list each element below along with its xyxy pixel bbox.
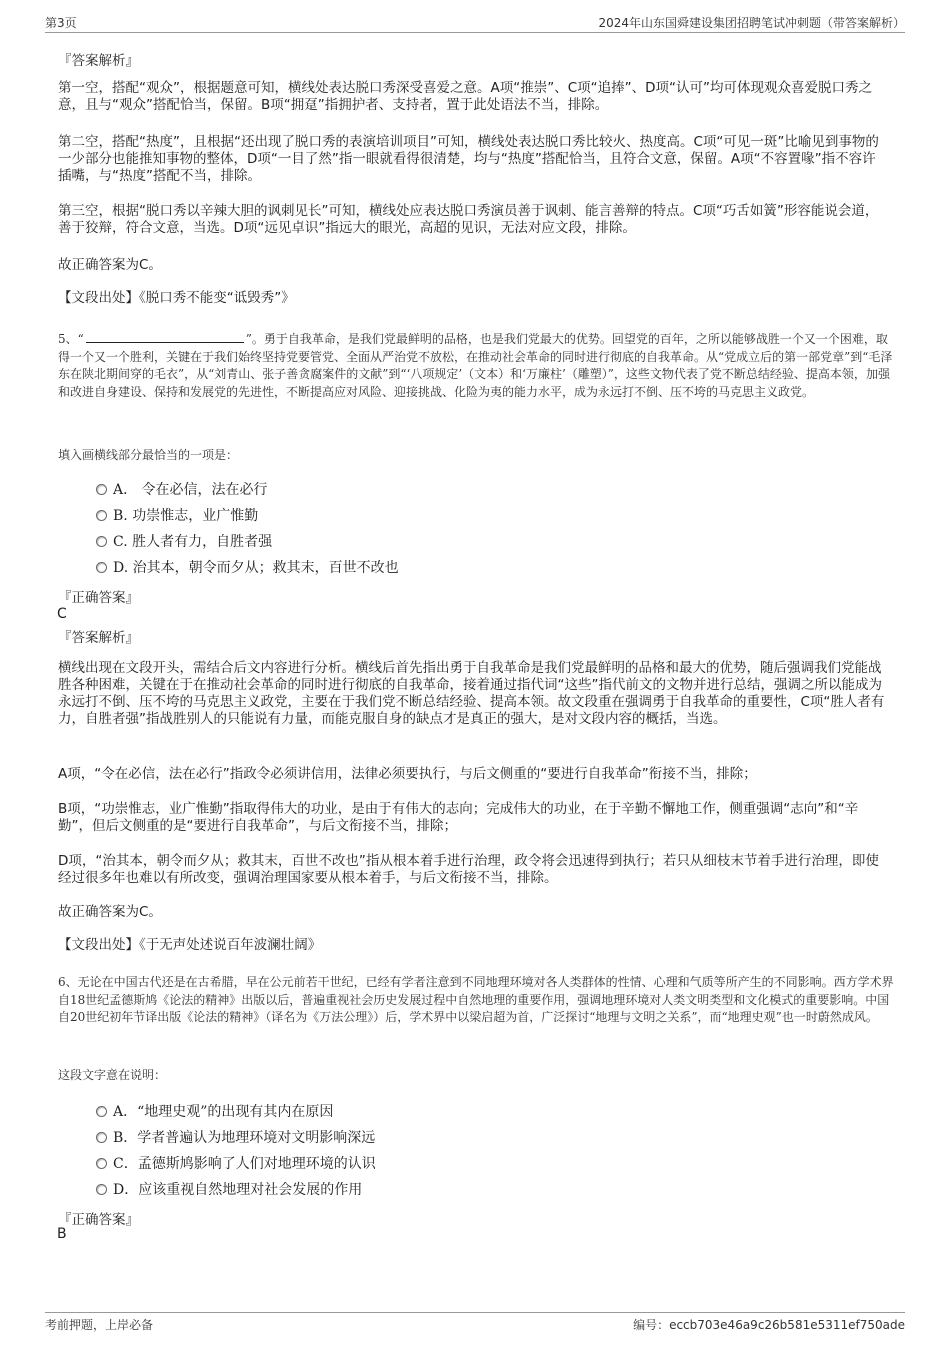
explain-paragraph: 第二空，搭配“热度”，且根据“还出现了脱口秀的表演培训项目”可知，横线处表达脱口秀比较火、热度高。C项“可见一斑”比喻见到事物的一少部分也能推知事物的整体，D项“一目了然”指一眼就看得很清楚，均与“热度”搭配恰当，且符合文意，保留。A项“不容置喙”指不容许插嘴，与“热度”搭配不当，排除。 xyxy=(58,134,879,184)
radio-icon[interactable] xyxy=(96,1132,107,1143)
explain-paragraph: 第一空，搭配“观众”，根据题意可知，横线处表达脱口秀深受喜爱之意。A项“推崇”、C项“追捧”、D项“认可”均可体现观众喜爱脱口秀之意，且与“观众”搭配恰当，保留。B项“拥趸”指拥护者、支持者，置于此处语法不当，排除。 xyxy=(58,80,873,113)
radio-icon[interactable] xyxy=(96,562,107,573)
option-a[interactable]: A． 令在必信，法在必行 xyxy=(96,481,268,499)
radio-icon[interactable] xyxy=(96,1106,107,1117)
page-number: 第3页 xyxy=(45,16,77,30)
source: 【文段出处】《于无声处述说百年波澜壮阔》 xyxy=(58,937,322,953)
option-d[interactable]: D. 治其本，朝令而夕从；救其末，百世不改也 xyxy=(96,559,399,577)
question-5-text xyxy=(58,330,898,401)
radio-icon[interactable] xyxy=(96,1158,107,1169)
question-prompt: 这段文字意在说明： xyxy=(58,1068,167,1082)
document-title: 2024年山东国舜建设集团招聘笔试冲刺题（带答案解析） xyxy=(598,16,905,30)
conclusion: 故正确答案为C。 xyxy=(58,257,162,273)
page-footer xyxy=(45,1312,905,1336)
answer-label: 『正确答案』 xyxy=(58,1212,139,1228)
option-analysis-d: D项，“治其本，朝令而夕从；救其末，百世不改也”指从根本着手进行治理，政令将会迅速得到执行；若只从细枝末节着手进行治理，即使经过很多年也难以有所改变，强调治理国家要从根本着手，与后文衔接不当，排除。 xyxy=(58,853,879,886)
option-c[interactable]: C．孟德斯鸠影响了人们对地理环境的认识 xyxy=(96,1155,376,1173)
fill-blank-line xyxy=(86,330,244,343)
answer-label: 『正确答案』 xyxy=(58,590,139,606)
footer-slogan: 考前押题，上岸必备 xyxy=(45,1318,154,1332)
conclusion: 故正确答案为C。 xyxy=(58,904,162,920)
answer-value: B xyxy=(57,1226,67,1242)
question-prefix: 5、“ xyxy=(58,332,84,346)
answer-value: C xyxy=(57,606,67,622)
page-header xyxy=(45,14,905,33)
question-6-text: 6、无论在中国古代还是在古希腊，早在公元前若干世纪，已经有学者注意到不同地理环境对各人类群体的性情、心理和气质等所产生的不同影响。西方学术界自18世纪孟德斯鸠《论法的精神》出版以后，普遍重视社会历史发展过程中自然地理的重要作用，强调地理环境对人类文明类型和文化模式的重要影响。中国自20世纪初年节译出版《论法的精神》（译名为《万法公理》）后，学术界中以梁启超为首，广泛探讨“地理与文明之关系”，而“地理史观”也一时蔚然成风。 xyxy=(58,975,894,1024)
radio-icon[interactable] xyxy=(96,484,107,495)
question-body: ”。勇于自我革命，是我们党最鲜明的品格，也是我们党最大的优势。回望党的百年，之所以能够战胜一个又一个困难，取得一个又一个胜利，关键在于我们始终坚持党要管党、全面从严治党不放松，在推动社会革命的同时进行彻底的自我革命。从“党成立后的第一部党章”到“毛泽东在陕北期间穿的毛衣”，从“刘青山、张子善贪腐案件的文献”到“‘八项规定’（文本）和‘万廉柱’（雕塑）”，这些文物代表了党不断总结经验、提高本领，加强和改进自身建设、保持和发展党的先进性，不断提高应对风险、迎接挑战、化险为夷的能力水平，成为永远打不倒、压不垮的马克思主义政党。 xyxy=(58,332,893,399)
option-c[interactable]: C. 胜人者有力，自胜者强 xyxy=(96,533,272,551)
option-analysis-a: A项，“令在必信，法在必行”指政令必须讲信用，法律必须要执行，与后文侧重的“要进行自我革命”衔接不当，排除； xyxy=(58,766,757,782)
radio-icon[interactable] xyxy=(96,1184,107,1195)
source: 【文段出处】《脱口秀不能变“诋毁秀”》 xyxy=(58,290,295,306)
radio-icon[interactable] xyxy=(96,510,107,521)
explain-label: 『答案解析』 xyxy=(58,53,139,69)
option-analysis-b: B项，“功崇惟志，业广惟勤”指取得伟大的功业，是由于有伟大的志向；完成伟大的功业，在于辛勤不懈地工作，侧重强调“志向”和“辛勤”，但后文侧重的是“要进行自我革命”，与后文衔接不当，排除； xyxy=(58,801,859,834)
explain-paragraph: 第三空，根据“脱口秀以辛辣大胆的讽刺见长”可知，横线处应表达脱口秀演员善于讽刺、能言善辩的特点。C项“巧舌如簧”形容能说会道，善于狡辩，符合文意，当选。D项“远见卓识”指远大的眼光，高超的见识，无法对应文段，排除。 xyxy=(58,203,879,236)
question-prompt: 填入画横线部分最恰当的一项是： xyxy=(58,448,239,462)
document-id: 编号：eccb703e46a9c26b581e5311ef750ade xyxy=(633,1318,905,1332)
option-b[interactable]: B．学者普遍认为地理环境对文明影响深远 xyxy=(96,1129,375,1147)
option-b[interactable]: B. 功崇惟志，业广惟勤 xyxy=(96,507,258,525)
explain-label: 『答案解析』 xyxy=(58,630,139,646)
option-d[interactable]: D．应该重视自然地理对社会发展的作用 xyxy=(96,1181,362,1199)
explain-paragraph: 横线出现在文段开头，需结合后文内容进行分析。横线后首先指出勇于自我革命是我们党最鲜明的品格和最大的优势，随后强调我们党能战胜各种困难，关键在于在推动社会革命的同时进行彻底的自我革命，接着通过指代词“这些”指代前文的文物并进行总结，强调之所以能成为永远打不倒、压不垮的马克思主义政党，主要在于我们党不断总结经验、提高本领。故文段重在强调勇于自我革命的重要性，C项“胜人者有力，自胜者强”指战胜别人的只能说有力量，而能克服自身的缺点才是真正的强大，是对文段内容的概括，当选。 xyxy=(58,660,885,727)
option-a[interactable]: A．“地理史观”的出现有其内在原因 xyxy=(96,1103,333,1121)
radio-icon[interactable] xyxy=(96,536,107,547)
